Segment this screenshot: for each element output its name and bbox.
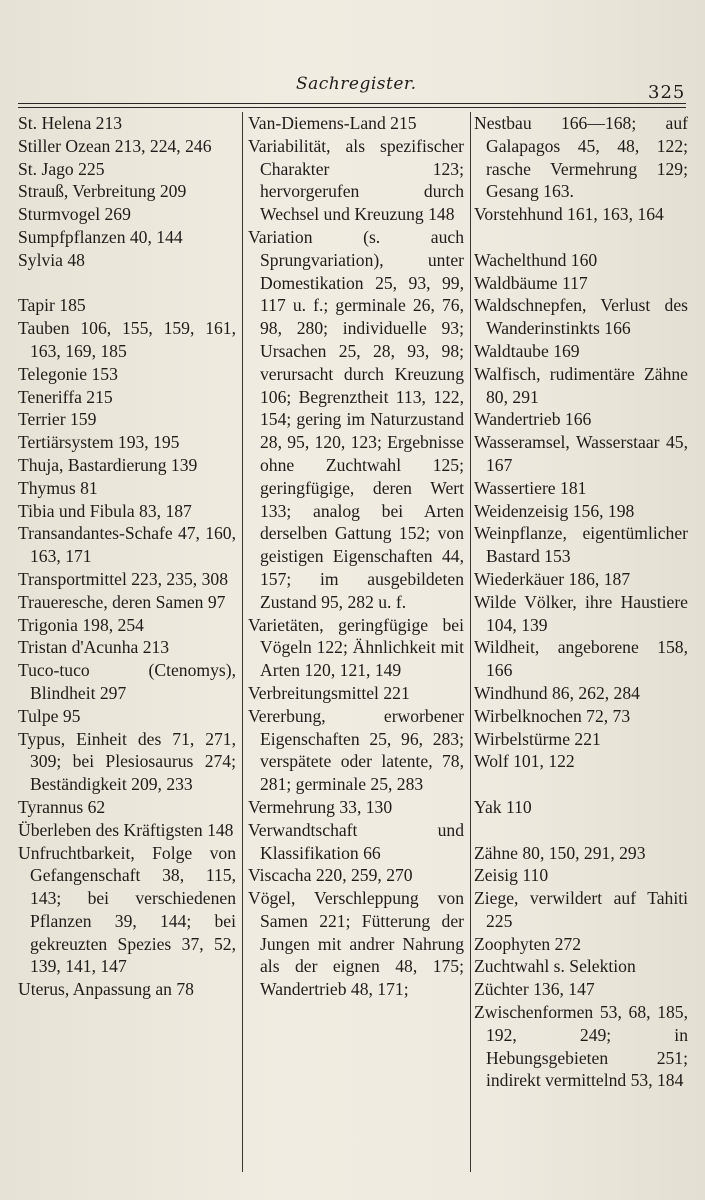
column-divider <box>470 112 471 1172</box>
index-entry: Variation (s. auch Sprungvariation), unter Domestikation 25, 93, 99, 117 u. f.; germinale 26, 76, 98, 280; individuelle 93; Ursachen 25, 28, 93, 98; verursacht durch Kreuzung 106; Begrenztheit 113, 122, 154; gering im Naturzustand 28, 95, 120, 123; Ergebnisse ohne Zuchtwahl 125; geringfügige, deren Wert 133; analog bei Arten derselben Gattung 152; von geistigen Eigenschaften 44, 157; im ausgebildeten Zustand 95, 282 u. f. <box>248 226 464 612</box>
index-entry: Verwandtschaft und Klassifikation 66 <box>248 819 464 863</box>
index-entry: Zähne 80, 150, 291, 293 <box>474 842 646 863</box>
index-entry: Nestbau 166—168; auf Galapagos 45, 48, 122; rasche Vermehrung 129; Gesang 163. <box>474 113 688 202</box>
index-entry: Wiederkäuer 186, 187 <box>474 568 631 589</box>
index-entry: Terrier 159 <box>18 409 97 430</box>
index-entry: Stiller Ozean 213, 224, 246 <box>18 135 212 156</box>
index-entry: Teneriffa 215 <box>18 386 113 407</box>
index-entry: Trigonia 198, 254 <box>18 614 144 635</box>
index-entry: Wandertrieb 166 <box>474 409 592 430</box>
index-entry: Thymus 81 <box>18 477 98 498</box>
index-entry: Varietäten, geringfügige bei Vögeln 122; Ähnlichkeit mit Arten 120, 121, 149 <box>248 614 464 681</box>
index-entry: Sylvia 48 <box>18 249 85 270</box>
index-entry: Wassertiere 181 <box>474 477 587 498</box>
index-gap <box>18 272 236 295</box>
index-gap <box>474 773 688 796</box>
running-head <box>0 74 705 104</box>
index-entry: Vorstehhund 161, 163, 164 <box>474 204 664 225</box>
index-column-3 <box>474 112 688 1092</box>
index-entry: Waldschnepfen, Verlust des Wanderinstinkts 166 <box>474 295 688 339</box>
header-rule <box>18 103 686 104</box>
index-entry: Tulpe 95 <box>18 705 81 726</box>
index-entry: Vermehrung 33, 130 <box>248 796 393 817</box>
index-entry: Telegonie 153 <box>18 363 118 384</box>
index-entry: Sturmvogel 269 <box>18 204 131 225</box>
index-entry: Vererbung, erworbener Eigenschaften 25, 96, 283; verspätete oder latente, 78, 281; germinale 25, 283 <box>248 705 464 795</box>
index-entry: Zuchtwahl s. Selektion <box>474 956 636 977</box>
header-rule-double <box>18 107 686 108</box>
index-entry: Wasseramsel, Wasserstaar 45, 167 <box>474 432 688 475</box>
index-entry: Zeisig 110 <box>474 865 549 886</box>
index-entry: Tibia und Fibula 83, 187 <box>18 500 192 521</box>
index-entry: Züchter 136, 147 <box>474 979 595 1000</box>
index-entry: Wilde Völker, ihre Haustiere 104, 139 <box>474 591 688 635</box>
index-gap <box>474 819 688 842</box>
index-entry: Strauß, Verbreitung 209 <box>18 181 187 202</box>
index-entry: Van-Diemens-Land 215 <box>248 113 417 133</box>
index-entry: Wolf 101, 122 <box>474 751 575 772</box>
index-entry: Thuja, Bastardierung 139 <box>18 454 198 475</box>
index-entry: Tapir 185 <box>18 295 86 316</box>
index-entry: Verbreitungsmittel 221 <box>248 682 410 703</box>
index-entry: Tristan d'Acunha 213 <box>18 637 170 658</box>
index-entry: St. Helena 213 <box>18 113 123 133</box>
column-divider <box>242 112 243 1172</box>
index-entry: Tuco-tuco (Ctenomys), Blindheit 297 <box>18 660 236 703</box>
index-entry: Uterus, Anpassung an 78 <box>18 979 194 1000</box>
index-entry: Weidenzeisig 156, 198 <box>474 500 635 521</box>
index-entry: Yak 110 <box>474 796 532 817</box>
index-entry: Sumpfpflanzen 40, 144 <box>18 226 183 247</box>
index-column-2 <box>248 112 464 1001</box>
index-column-1 <box>18 112 236 1001</box>
index-entry: Tyrannus 62 <box>18 796 106 817</box>
index-entry: Wirbelstürme 221 <box>474 728 601 749</box>
index-entry: Variabilität, als spezifischer Charakter 123; hervorgerufen durch Wechsel und Kreuzung 148 <box>248 135 464 225</box>
index-entry: St. Jago 225 <box>18 158 105 179</box>
index-entry: Weinpflanze, eigentümlicher Bastard 153 <box>474 523 688 567</box>
index-entry: Ziege, verwildert auf Tahiti 225 <box>474 888 688 931</box>
page-title: Sachregister. <box>296 74 417 94</box>
index-entry: Transportmittel 223, 235, 308 <box>18 568 228 589</box>
index-entry: Traueresche, deren Samen 97 <box>18 591 226 612</box>
index-entry: Wirbelknochen 72, 73 <box>474 705 631 726</box>
index-entry: Walfisch, rudimentäre Zähne 80, 291 <box>474 363 688 407</box>
index-entry: Windhund 86, 262, 284 <box>474 682 640 703</box>
index-entry: Tauben 106, 155, 159, 161, 163, 169, 185 <box>18 318 236 361</box>
index-entry: Waldbäume 117 <box>474 272 588 293</box>
index-entry: Waldtaube 169 <box>474 340 580 361</box>
index-entry: Transandantes-Schafe 47, 160, 163, 171 <box>18 523 236 567</box>
index-entry: Typus, Einheit des 71, 271, 309; bei Plesiosaurus 274; Beständigkeit 209, 233 <box>18 728 236 795</box>
index-entry: Zwischenformen 53, 68, 185, 192, 249; in Hebungsgebieten 251; indirekt vermittelnd 53, 184 <box>474 1002 688 1091</box>
index-entry: Überleben des Kräftigsten 148 <box>18 819 234 840</box>
index-entry: Wildheit, angeborene 158, 166 <box>474 637 688 681</box>
index-entry: Tertiärsystem 193, 195 <box>18 432 180 453</box>
index-entry: Unfruchtbarkeit, Folge von Gefangenschaft 38, 115, 143; bei verschiedenen Pflanzen 39, 144; bei gekreuzten Spezies 37, 52, 139, 141, 147 <box>18 842 236 977</box>
index-entry: Wachelthund 160 <box>474 249 598 270</box>
index-entry: Zoophyten 272 <box>474 933 582 954</box>
index-entry: Viscacha 220, 259, 270 <box>248 865 413 886</box>
page-number: 325 <box>648 82 686 103</box>
index-gap <box>474 226 688 249</box>
index-entry: Vögel, Verschleppung von Samen 221; Fütterung der Jungen mit andrer Nahrung als der eignen 48, 175; Wandertrieb 48, 171; <box>248 888 464 1000</box>
